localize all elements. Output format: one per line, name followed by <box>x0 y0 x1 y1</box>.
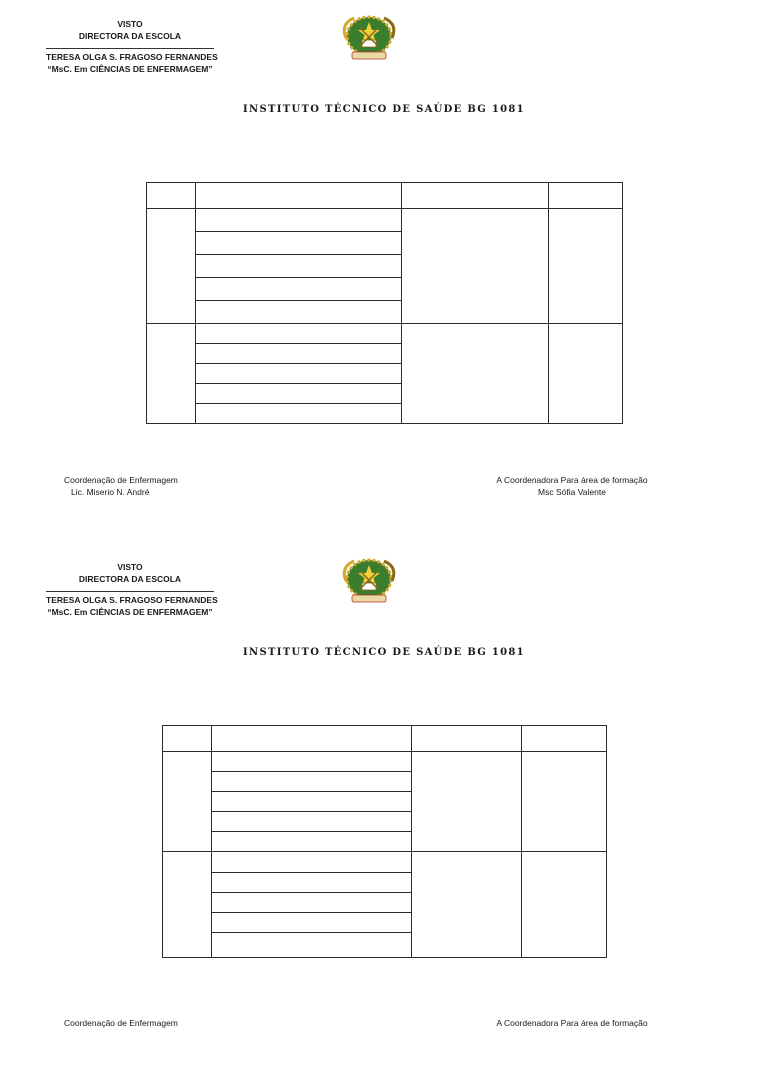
table-cell <box>211 812 412 832</box>
table-header-row <box>163 726 607 752</box>
table-cell <box>211 893 412 913</box>
training-coordinator-signature <box>472 474 672 498</box>
table-cell <box>163 752 212 852</box>
table-cell <box>195 384 402 404</box>
institution-title: INSTITUTO TÉCNICO DE SAÚDE BG 1081 <box>243 104 525 115</box>
table-cell <box>195 344 402 364</box>
angola-coat-of-arms-icon <box>338 557 400 605</box>
table-cell <box>522 726 607 752</box>
coordination-signature <box>64 1017 178 1029</box>
document-section-2 <box>0 543 768 1083</box>
table-cell <box>522 752 607 852</box>
table-cell <box>195 404 402 424</box>
visto-label: VISTO <box>117 562 143 572</box>
coordinator-name: Lic. Miserio N. André <box>71 487 150 497</box>
table-cell <box>195 183 402 209</box>
table-cell <box>412 752 522 852</box>
table-cell <box>211 772 412 792</box>
table-cell <box>147 209 196 324</box>
table-header-row <box>147 183 623 209</box>
institution-title: INSTITUTO TÉCNICO DE SAÚDE BG 1081 <box>243 647 525 658</box>
training-coordinator-name: Msc Sófia Valente <box>538 487 606 497</box>
table-cell <box>402 183 549 209</box>
table-cell <box>195 232 402 255</box>
table-cell <box>412 852 522 958</box>
table-cell <box>211 852 412 873</box>
table-cell <box>195 301 402 324</box>
director-name: TERESA OLGA S. FRAGOSO FERNANDES <box>46 595 218 605</box>
training-coordinator-signature <box>472 1017 672 1029</box>
table-cell <box>163 852 212 958</box>
table-cell <box>211 726 412 752</box>
table-cell <box>549 324 623 424</box>
table-cell <box>163 726 212 752</box>
table-cell <box>549 183 623 209</box>
training-coordinator-label: A Coordenadora Para área de formação <box>496 475 648 485</box>
table-row <box>163 752 607 772</box>
table-cell <box>195 209 402 232</box>
schedule-table <box>162 725 607 958</box>
training-coordinator-label: A Coordenadora Para área de formação <box>496 1018 648 1028</box>
table-cell <box>195 324 402 344</box>
director-title: “MsC. Em CIÊNCIAS DE ENFERMAGEM” <box>47 607 213 617</box>
visto-signature-block <box>46 18 218 75</box>
visto-role: DIRECTORA DA ESCOLA <box>78 574 182 584</box>
table-cell <box>195 255 402 278</box>
coordination-signature <box>64 474 178 498</box>
table-cell <box>402 324 549 424</box>
table-cell <box>147 324 196 424</box>
director-name: TERESA OLGA S. FRAGOSO FERNANDES <box>46 52 218 62</box>
visto-label: VISTO <box>117 19 143 29</box>
coordination-label: Coordenação de Enfermagem <box>64 1018 178 1028</box>
table-cell <box>402 209 549 324</box>
signature-line <box>46 589 214 592</box>
director-title: “MsC. Em CIÊNCIAS DE ENFERMAGEM” <box>47 64 213 74</box>
table-cell <box>211 832 412 852</box>
schedule-table <box>146 182 623 424</box>
table-cell <box>211 913 412 933</box>
coordination-label: Coordenação de Enfermagem <box>64 475 178 485</box>
document-section-1 <box>0 0 768 540</box>
table-cell <box>549 209 623 324</box>
table-cell <box>211 792 412 812</box>
table-cell <box>195 364 402 384</box>
table-row <box>163 852 607 873</box>
table-cell <box>412 726 522 752</box>
table-cell <box>147 183 196 209</box>
table-cell <box>211 933 412 958</box>
visto-role: DIRECTORA DA ESCOLA <box>78 31 182 41</box>
visto-signature-block <box>46 561 218 618</box>
table-cell <box>195 278 402 301</box>
table-cell <box>522 852 607 958</box>
table-row <box>147 209 623 232</box>
table-cell <box>211 873 412 893</box>
signature-line <box>46 46 214 49</box>
angola-coat-of-arms-icon <box>338 14 400 62</box>
table-cell <box>211 752 412 772</box>
table-row <box>147 324 623 344</box>
